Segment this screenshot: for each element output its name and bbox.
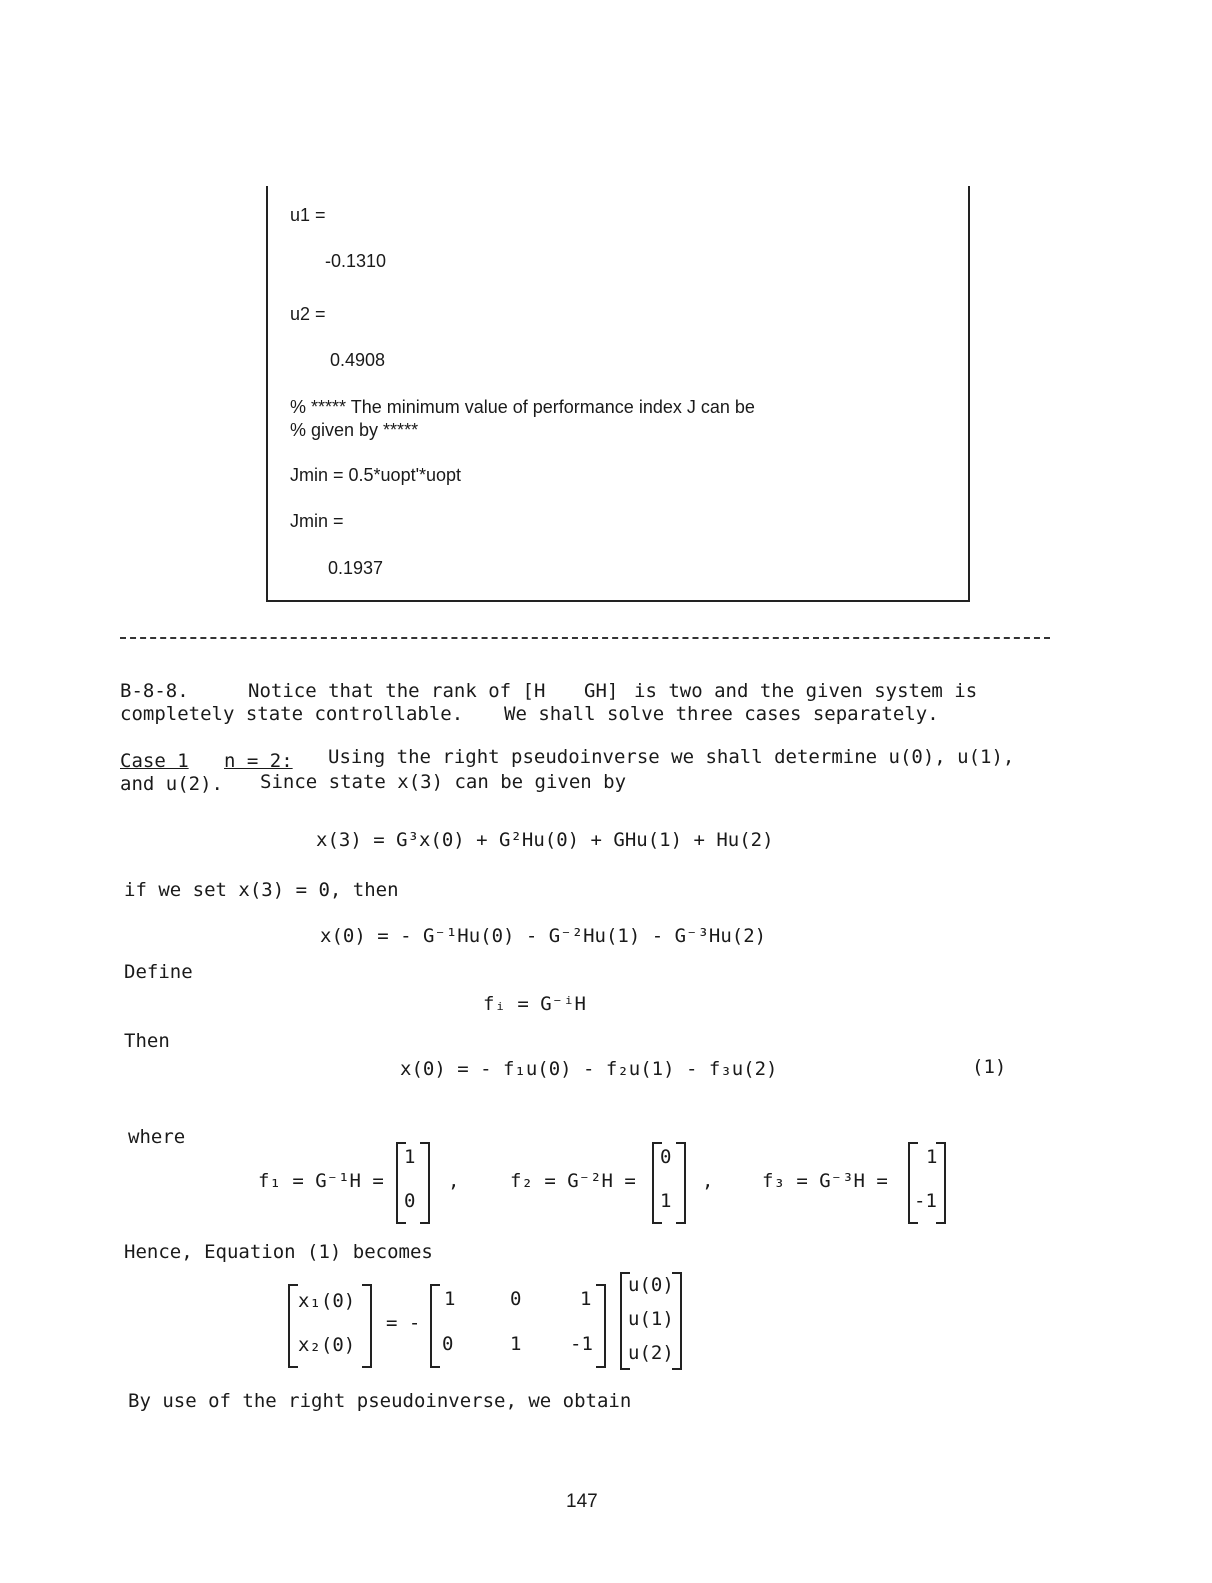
f2-vec-0: 0: [660, 1146, 672, 1168]
equation-number: (1): [972, 1056, 1007, 1078]
matrix-r1-c1: 1: [444, 1288, 456, 1310]
equals-minus: = -: [386, 1312, 421, 1334]
u1-value: -0.1310: [325, 251, 387, 271]
case1-text-2b: Since state x(3) can be given by: [260, 771, 627, 793]
equation-x0: x(0) = - G⁻¹Hu(0) - G⁻²Hu(1) - G⁻³Hu(2): [320, 925, 767, 947]
f3-definition: f₃ = G⁻³H =: [762, 1170, 888, 1192]
rhs-bracket-right: [672, 1272, 682, 1370]
comment-line-2: % given by *****: [290, 420, 419, 440]
f1-definition: f₁ = G⁻¹H =: [258, 1170, 384, 1192]
case1-label: Case 1: [120, 750, 189, 772]
equation-x3: x(3) = G³x(0) + G²Hu(0) + GHu(1) + Hu(2): [316, 829, 774, 851]
f1-comma: ,: [448, 1170, 460, 1192]
where-text: where: [128, 1126, 186, 1148]
case1-text-1: Using the right pseudoinverse we shall determine u(0), u(1),: [328, 746, 1015, 768]
comment-line-1: % ***** The minimum value of performance index J can be: [290, 397, 755, 417]
then-text: Then: [124, 1030, 170, 1052]
u2-label: u2 =: [290, 304, 326, 324]
f3-vec-1: -1: [914, 1190, 937, 1212]
matrix-r2-c2: 1: [510, 1333, 522, 1355]
jmin-label: Jmin =: [290, 511, 344, 531]
if-set-text: if we set x(3) = 0, then: [124, 879, 399, 901]
jmin-value: 0.1937: [328, 558, 384, 578]
lhs-bracket-right: [362, 1284, 372, 1368]
matrix-r1-c2: 0: [510, 1288, 522, 1310]
jmin-expression: Jmin = 0.5*uopt'*uopt: [290, 465, 462, 485]
problem-line2-b: We shall solve three cases separately.: [504, 703, 939, 725]
f2-vec-1: 1: [660, 1190, 672, 1212]
u2-value: 0.4908: [330, 350, 386, 370]
f1-vec-1: 0: [404, 1190, 416, 1212]
lhs-bracket-left: [288, 1284, 298, 1368]
define-text: Define: [124, 961, 193, 983]
rhs-u2: u(2): [628, 1342, 674, 1364]
u1-label: u1 =: [290, 205, 326, 225]
f1-bracket-right: [420, 1142, 430, 1224]
f2-comma: ,: [702, 1170, 714, 1192]
f2-bracket-right: [676, 1142, 686, 1224]
lhs-x2: x₂(0): [298, 1334, 356, 1356]
lhs-x1: x₁(0): [298, 1290, 356, 1312]
page-number: 147: [566, 1491, 598, 1512]
f3-bracket-right: [936, 1142, 946, 1224]
f3-vec-0: 1: [926, 1146, 938, 1168]
f1-vec-0: 1: [404, 1146, 416, 1168]
f2-definition: f₂ = G⁻²H =: [510, 1170, 636, 1192]
equation-fi: fᵢ = G⁻ⁱH: [483, 993, 586, 1015]
matlab-output-box: [266, 186, 970, 602]
equation-x0-f: x(0) = - f₁u(0) - f₂u(1) - f₃u(2): [400, 1058, 778, 1080]
matrix-r1-c3: 1: [580, 1288, 592, 1310]
problem-line2-a: completely state controllable.: [120, 703, 464, 725]
matrix-bracket-left: [430, 1284, 440, 1368]
matrix-r2-c3: -1: [570, 1333, 593, 1355]
matrix-r2-c1: 0: [442, 1333, 454, 1355]
matrix-bracket-right: [596, 1284, 606, 1368]
problem-line1-b: GH]: [584, 680, 619, 702]
case1-text-2a: and u(2).: [120, 773, 223, 795]
rhs-u1: u(1): [628, 1308, 674, 1330]
case1-n: n = 2:: [224, 750, 293, 772]
pseudoinverse-text: By use of the right pseudoinverse, we obtain: [128, 1390, 632, 1412]
rhs-u0: u(0): [628, 1274, 674, 1296]
hence-text: Hence, Equation (1) becomes: [124, 1241, 433, 1263]
problem-id: B-8-8.: [120, 680, 189, 702]
problem-line1-c: is two and the given system is: [634, 680, 978, 702]
section-divider: [120, 637, 1050, 639]
problem-line1-a: Notice that the rank of [H: [248, 680, 546, 702]
